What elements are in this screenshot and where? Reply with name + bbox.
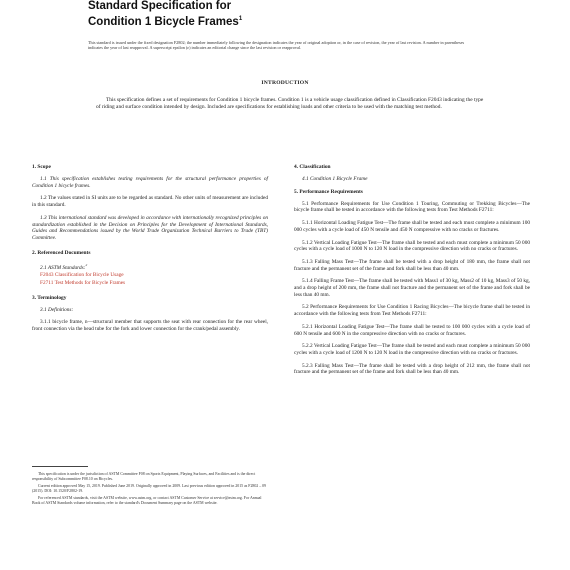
para-1-1: 1.1 This specification establishes testing requirements for the structural performance properties of Condition 1 bicycle frames. xyxy=(32,176,268,189)
para-5-2-3: 5.2.3 Falling Mass Test—The frame shall be tested with a drop height of 212 mm, the frame shall not fracture and the permanent set of the frame and fork shall be less than 40 mm. xyxy=(294,362,530,376)
introduction-text: This specification defines a set of requirements for Condition 1 bicycle frames. Condition 1 is a vehicle usage classification defined in Classification F2043 indicating the type of riding and surface condition intended by design. Included are specifications for establishing loads and other criteria to be used with the matching test method. xyxy=(96,97,484,111)
para-5-2: 5.2 Performance Requirements for Use Condition 1 Racing Bicycles—The bicycle frame shall be tested in accordance with the following tests from Test Methods F2711: xyxy=(294,304,530,318)
para-5-1-2: 5.1.2 Vertical Loading Fatigue Test—The frame shall be tested and each must complete a minimum 50 000 cycles with a cycle load of 1000 N to 120 N load in the compressive direction with no cracks or fractures. xyxy=(294,239,530,253)
section-scope-heading: 1. Scope xyxy=(32,164,51,170)
ref-footnote-mark: 2 xyxy=(85,262,88,267)
ref-f2711[interactable] xyxy=(40,280,268,287)
document-title xyxy=(88,0,242,29)
left-column xyxy=(32,164,268,339)
title-line-1: Standard Specification for xyxy=(88,0,232,12)
designation-notice: This standard is issued under the fixed designation F2802; the number immediately following the designation indicates the year of original adoption or, in the case of revision, the year of last revision. A number in parentheses indicates the year of last reapproval. A superscript epsilon (ε) indicates an editorial change since the last revision or reapproval. xyxy=(88,40,465,51)
ref-f2043[interactable] xyxy=(40,272,268,279)
para-5-2-1: 5.2.1 Horizontal Loading Fatigue Test—The frame shall be tested to 100 000 cycles with a cycle load of 600 N tensile and 600 N in the compressive direction with no cracks or fractures. xyxy=(294,323,530,337)
para-3-1: 3.1 Definitions: xyxy=(40,306,74,313)
section-terminology-heading: 3. Terminology xyxy=(32,294,67,301)
title-footnote-mark: 1 xyxy=(238,16,243,22)
right-column xyxy=(294,164,530,382)
footnote-1: This specification is under the jurisdiction of ASTM Committee F08 on Sports Equipment, Playing Surfaces, and Facilities and is the direct responsibility of Subcommittee F08.10 on Bicycles. xyxy=(32,472,256,481)
introduction-heading: INTRODUCTION xyxy=(261,80,309,86)
ref-f2043-title[interactable]: Classification for Bicycle Usage xyxy=(54,272,124,279)
ref-f2043-code[interactable]: F2043 xyxy=(40,272,54,279)
para-5-1-4: 5.1.4 Falling Frame Test—The frame shall be tested with Mass1 of 30 kg, Mass2 of 10 kg, Mass3 of 50 kg, and a drop height of 200 mm, the frame shall not fracture and the permanent set of the frame and fork shall be less than 40 mm. xyxy=(294,278,530,298)
para-4-1: 4.1 Condition 1 Bicycle Frame xyxy=(302,176,368,182)
section-performance-heading: 5. Performance Requirements xyxy=(294,188,363,195)
para-1-3: 1.3 This international standard was developed in accordance with internationally recognized principles on standardization established in the Decision on Principles for the Development of International Standards, Guides and Recommendations issued by the World Trade Organization Technical Barriers to Trade (TBT) Committee. xyxy=(32,214,268,241)
ref-f2711-title[interactable]: Test Methods for Bicycle Frames xyxy=(54,279,126,286)
ref-astm-standards-text: 2.1 ASTM Standards: xyxy=(40,264,86,271)
para-5-1-1: 5.1.1 Horizontal Loading Fatigue Test—The frame shall be tested and each must complete a minimum 100 000 cycles with a cycle load of 450 N tensile and 450 N compressive with no cracks or fractures. xyxy=(294,220,530,233)
title-line-2 xyxy=(88,13,242,29)
footnotes xyxy=(32,472,268,508)
para-5-1-3: 5.1.3 Falling Mass Test—The frame shall be tested with a drop height of 180 mm, the frame shall not fracture and the permanent set of the frame and fork shall be less than 40 mm. xyxy=(294,258,530,272)
footnote-1b: Current edition approved May 15, 2019. Published June 2019. Originally approved in 2009. Last previous edition approved in 2015 as F2802 – 09 (2015). DOI: 10.1520/F2802-19. xyxy=(32,484,267,493)
para-1-2: 1.2 The values stated in SI units are to be regarded as standard. No other units of measurement are included in this standard. xyxy=(32,195,268,209)
para-3-1-1: 3.1.1 bicycle frame, n—structural member that supports the seat with rear connection for the rear wheel, front connection via the head tube for the fork and lower connection for the crank/pedal assembly. xyxy=(32,319,268,332)
section-classification-heading: 4. Classification xyxy=(294,164,331,170)
section-referenced-docs-heading: 2. Referenced Documents xyxy=(32,249,91,256)
para-5-1: 5.1 Performance Requirements for Use Condition 1 Touring, Commuting or Trekking Bicycles—The bicycle frame shall be tested in accordance with the following tests from Test Methods F2711: xyxy=(294,200,530,214)
footnote-divider xyxy=(32,466,88,467)
title-line-2-text: Condition 1 Bicycle Frames xyxy=(88,15,239,28)
footnote-2: For referenced ASTM standards, visit the ASTM website, www.astm.org, or contact ASTM Customer Service at service@astm.org. For Annual Book of ASTM Standards volume information, refer to the standard's Document Summary page on the ASTM website. xyxy=(32,496,262,505)
ref-f2711-code[interactable]: F2711 xyxy=(40,279,54,286)
ref-astm-standards xyxy=(40,262,268,271)
para-5-2-2: 5.2.2 Vertical Loading Fatigue Test—The frame shall be tested and each must complete a minimum 50 000 cycles with a cycle load of 1200 N to 120 N load in the compressive direction with no cracks or fractures. xyxy=(294,343,530,356)
